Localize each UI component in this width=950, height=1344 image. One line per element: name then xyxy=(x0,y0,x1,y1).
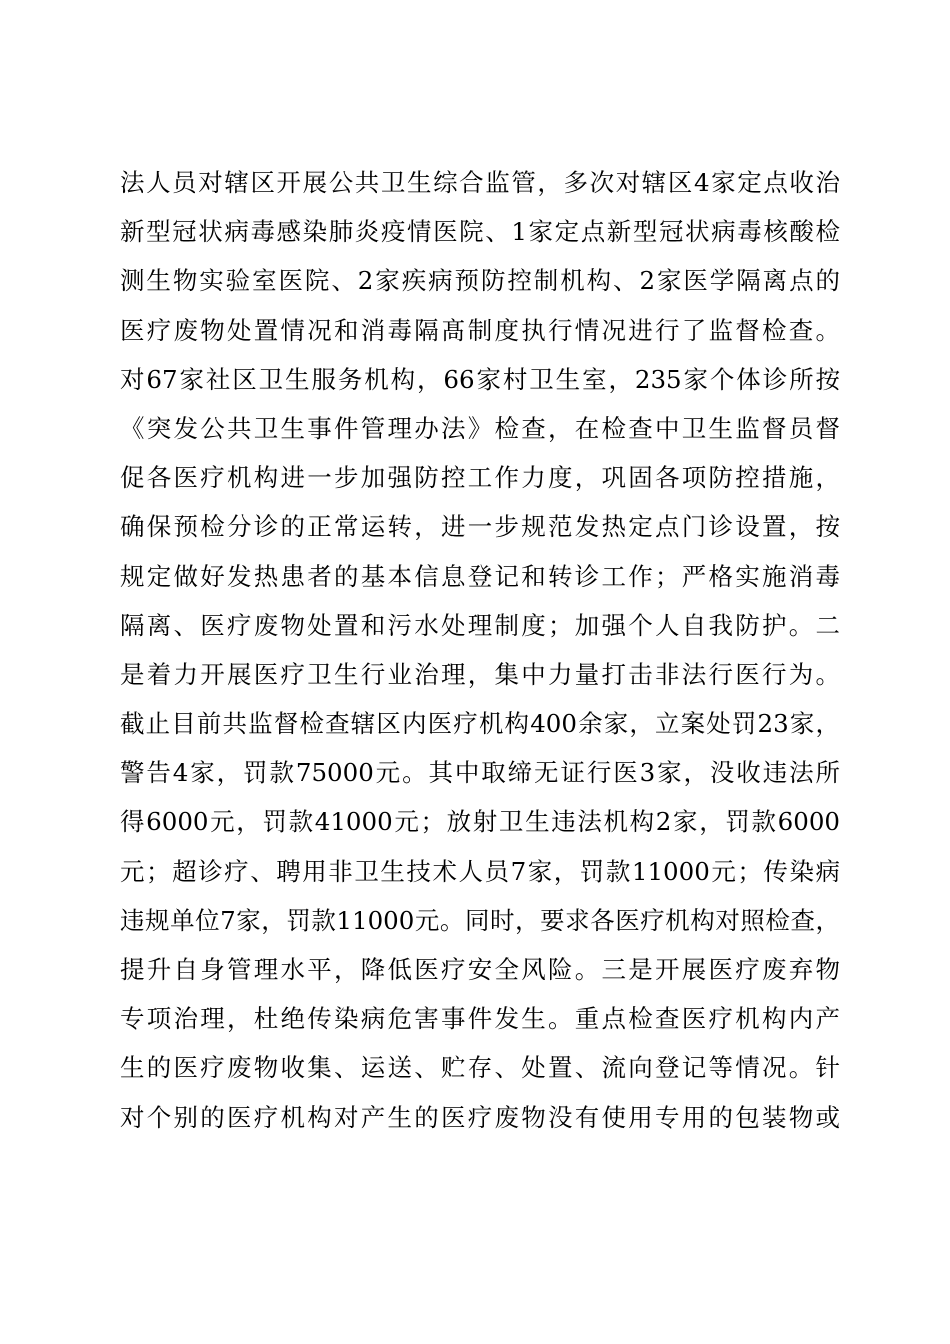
text-line-1: 法人员对辖区开展公共卫生综合监管，多次对辖区4家定点收治 xyxy=(120,168,840,197)
text-line-4: 医疗废物处置情况和消毒隔髙制度执行情况进行了监督检查。 xyxy=(120,315,840,345)
text-line-9: 规定做好发热患者的基本信息登记和转诊工作；严格实施消毒 xyxy=(120,561,840,591)
text-line-10: 隔离、医疗废物处置和污水处理制度；加强个人自我防护。二 xyxy=(120,610,840,640)
text-line-11: 是着力开展医疗卫生行业治理，集中力量打击非法行医行为。 xyxy=(120,659,840,689)
text-line-19: 生的医疗废物收集、运送、贮存、处置、流向登记等情况。针 xyxy=(120,1053,840,1083)
text-line-15: 元；超诊疗、聘用非卫生技术人员7家，罚款11000元；传染病 xyxy=(120,856,840,886)
text-line-5: 对67家社区卫生服务机构，66家村卫生室，235家个体诊所按 xyxy=(120,364,840,394)
text-line-20: 对个别的医疗机构对产生的医疗废物没有使用专用的包装物或 xyxy=(120,1102,840,1132)
body-text xyxy=(120,158,840,1142)
text-line-14: 得6000元，罚款41000元；放射卫生违法机构2家，罚款6000 xyxy=(120,807,840,837)
text-line-12: 截止目前共监督检查辖区内医疗机构400余家，立案处罚23家， xyxy=(120,709,840,739)
text-line-8: 确保预检分诊的正常运转，进一步规范发热定点门诊设置，按 xyxy=(120,512,840,542)
text-line-17: 提升自身管理水平，降低医疗安全风险。三是开展医疗废弃物 xyxy=(120,955,840,984)
text-line-6: 《突发公共卫生事件管理办法》检查，在检查中卫生监督员督 xyxy=(120,413,840,443)
text-line-18: 专项治理，杜绝传染病危害事件发生。重点检查医疗机构内产 xyxy=(120,1004,840,1034)
text-line-16: 违规单位7家，罚款11000元。同时，要求各医疗机构对照检查， xyxy=(120,905,840,935)
text-line-3: 测生物实验室医院、2家疾病预防控制机构、2家医学隔离点的 xyxy=(120,266,840,296)
text-line-13: 警告4家，罚款75000元。其中取缔无证行医3家，没收违法所 xyxy=(120,758,840,788)
text-line-2: 新型冠状病毒感染肺炎疫情医院、1家定点新型冠状病毒核酸检 xyxy=(120,217,840,247)
text-line-7: 促各医疗机构进一步加强防控工作力度，巩固各项防控措施， xyxy=(120,463,840,493)
